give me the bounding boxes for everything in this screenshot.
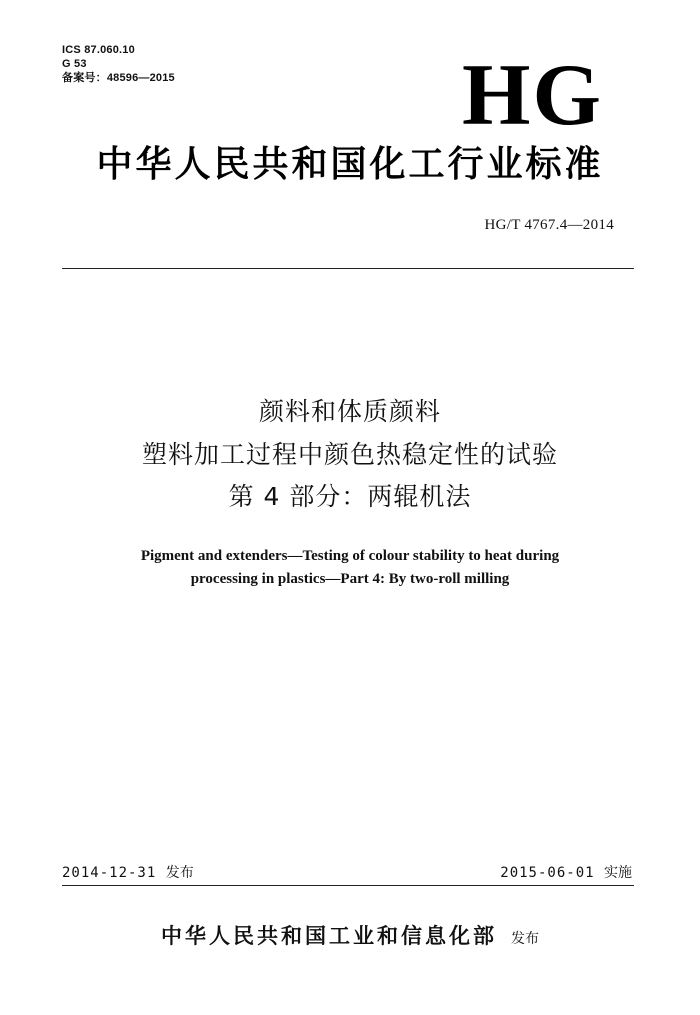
issuer [0, 920, 700, 950]
implement-date [500, 864, 632, 882]
ics-code: ICS 87.060.10 [62, 44, 135, 56]
en-title-line-2: processing in plastics—Part 4: By two-roll milling [190, 571, 510, 587]
cn-title-line-1: 颜料和体质颜料 [258, 397, 441, 426]
issuer-action: 发布 [511, 931, 539, 947]
ccs-code: G 53 [62, 58, 87, 70]
issuer-org: 中华人民共和国工业和信息化部 [161, 924, 497, 948]
implement-date-value: 2015-06-01 [500, 865, 595, 881]
hg-logo: HG [462, 47, 603, 144]
cn-title-line-2: 塑料加工过程中颜色热稳定性的试验 [141, 440, 558, 469]
standard-number: HG/T 4767.4—2014 [484, 217, 614, 233]
bottom-divider [62, 885, 634, 886]
filing-number [62, 72, 175, 85]
standard-category-title: 中华人民共和国化工行业标准 [96, 144, 604, 185]
cn-title-line-3: 第 4 部分：两辊机法 [228, 482, 472, 511]
top-divider [62, 268, 634, 269]
filing-value: 48596—2015 [106, 72, 175, 84]
implement-date-label: 实施 [604, 865, 632, 881]
issue-date-value: 2014-12-31 [62, 865, 157, 881]
issue-date-label: 发布 [165, 865, 194, 881]
filing-label: 备案号： [62, 72, 107, 84]
issue-date [62, 864, 194, 882]
en-title-line-1: Pigment and extenders—Testing of colour stability to heat during [140, 548, 560, 564]
